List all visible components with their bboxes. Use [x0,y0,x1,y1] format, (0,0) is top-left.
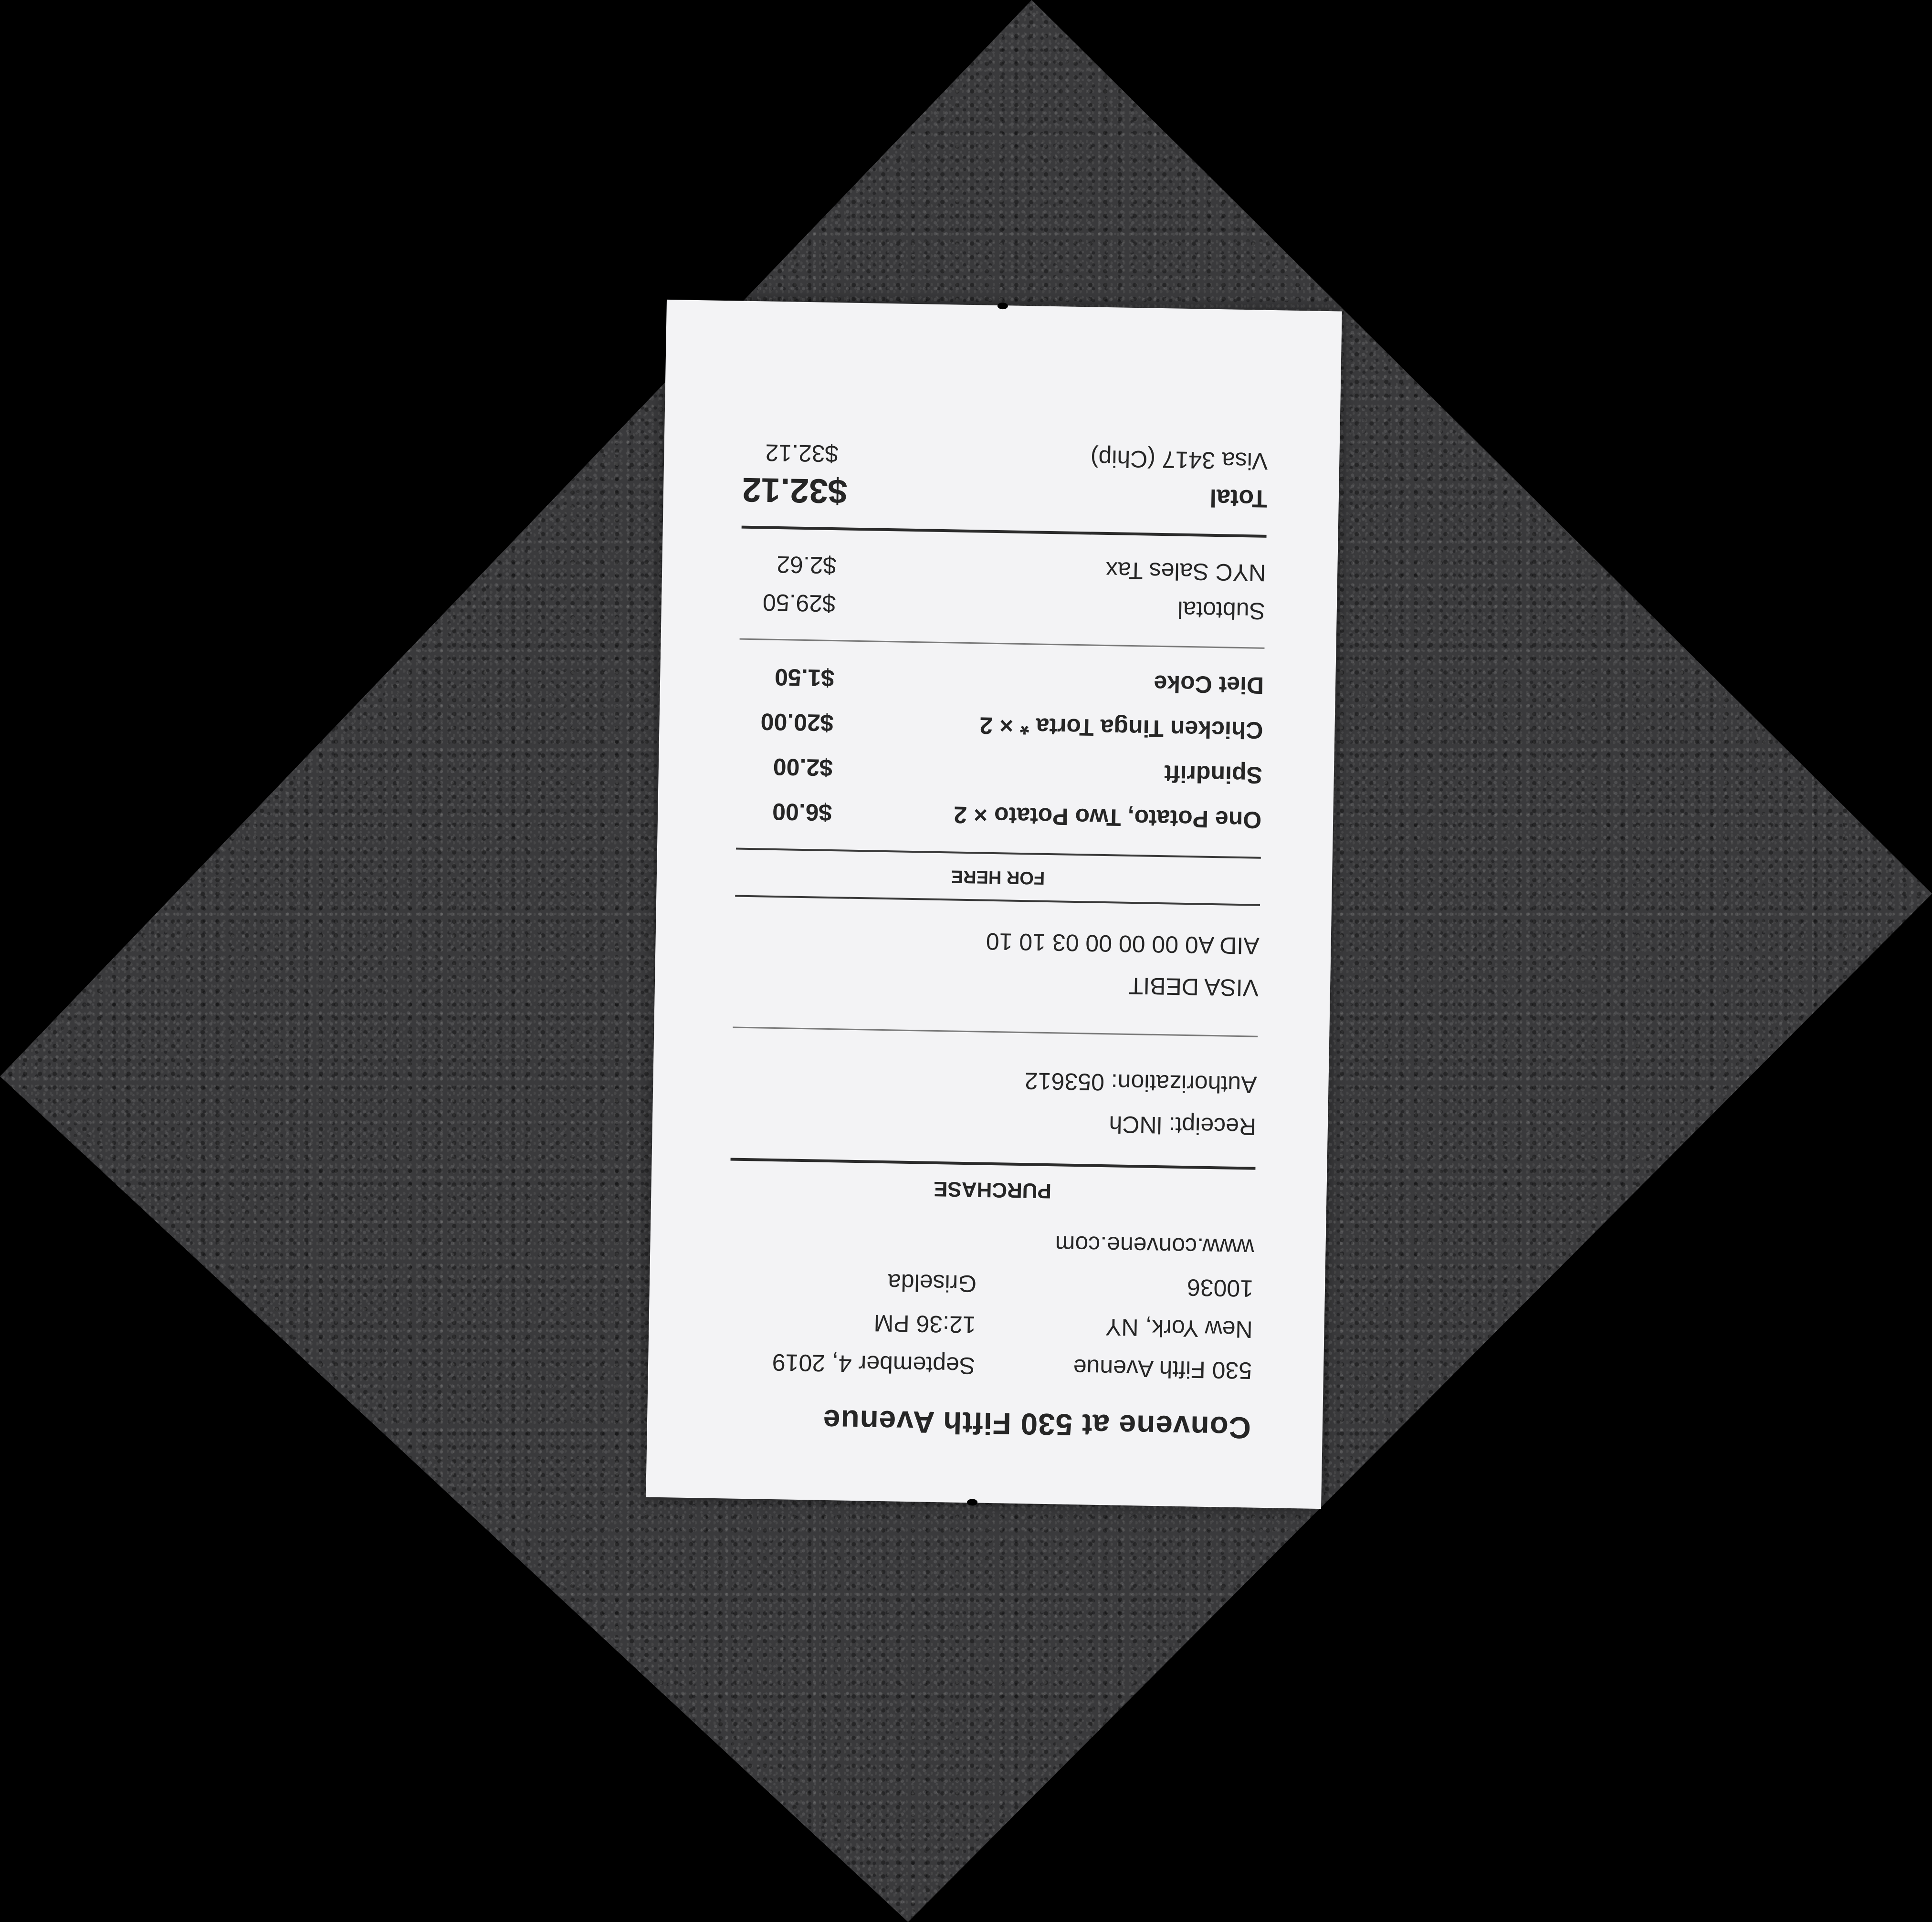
purchase-label: PURCHASE [933,1177,1052,1203]
item-name: Diet Coke [1154,670,1264,699]
payment-amount: $32.12 [765,439,839,468]
authorization-code: Authorization: 053612 [1024,1067,1257,1098]
line-item [738,699,1263,753]
cashier-name: Griselda [887,1269,977,1297]
website: www.convene.com [1055,1231,1255,1261]
item-price: $20.00 [760,708,834,737]
divider-subtotal [740,638,1265,649]
item-price: $2.00 [773,753,833,782]
item-price: $1.50 [774,663,835,692]
card-type: VISA DEBIT [1128,972,1259,1002]
subtotal-label: Subtotal [1177,596,1266,625]
aid-number: AID A0 00 00 00 03 10 10 [986,928,1260,960]
item-name: One Potato, Two Potato × 2 [953,801,1262,834]
receipt-id: Receipt: lNCh [1109,1111,1257,1140]
divider-thin [733,1026,1258,1037]
merchant-title: Convene at 530 Fifth Avenue [822,1403,1251,1445]
receipt-paper [646,300,1342,1509]
line-item [738,654,1264,708]
transaction-time: 12:36 PM [873,1309,976,1338]
address-street: 530 Fifth Avenue [1073,1354,1252,1384]
address-zip: 10036 [1186,1274,1254,1302]
line-item [736,789,1262,843]
item-price: $6.00 [772,798,832,826]
item-name: Chicken Tinga Torta * × 2 [979,712,1263,744]
transaction-date: September 4, 2019 [772,1349,976,1379]
total-value: $32.12 [742,470,848,511]
divider-order-bottom [736,848,1261,859]
line-item [737,744,1262,798]
divider-total [742,526,1267,538]
paper-notch-bottom [998,303,1008,309]
total-label: Total [1209,483,1268,512]
paper-notch-top [967,1499,977,1505]
address-city: New York, NY [1105,1314,1253,1343]
subtotal-value: $29.50 [762,589,836,617]
item-name: Spindrift [1164,760,1263,789]
tax-label: NYC Sales Tax [1105,556,1266,586]
payment-method: Visa 3417 (Chip) [1090,445,1268,475]
order-type: FOR HERE [951,866,1045,888]
tax-value: $2.62 [776,551,837,579]
divider-order-top [735,895,1260,906]
